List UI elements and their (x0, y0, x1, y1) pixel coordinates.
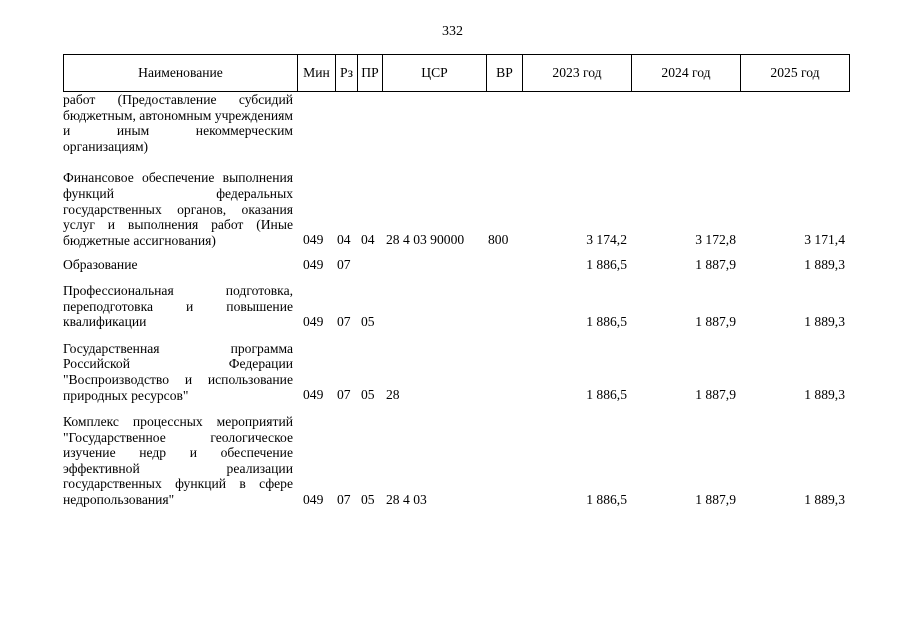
row-2024: 1 887,9 (695, 313, 736, 329)
row-vr: 800 (488, 232, 509, 248)
table-header (63, 54, 850, 92)
table-body (63, 92, 847, 508)
row-rz: 07 (337, 387, 351, 403)
table-row (63, 92, 847, 154)
row-2024: 3 172,8 (695, 232, 736, 248)
row-2024: 1 887,9 (695, 387, 736, 403)
table-row (63, 414, 847, 508)
header-csr: ЦСР (383, 55, 487, 92)
row-2023: 1 886,5 (586, 387, 627, 403)
row-2023: 1 886,5 (586, 256, 627, 272)
row-2023: 3 174,2 (586, 232, 627, 248)
row-2023: 1 886,5 (586, 313, 627, 329)
row-pr: 05 (361, 387, 375, 403)
header-rz: Рз (336, 55, 358, 92)
header-name: Наименование (64, 55, 298, 92)
row-name: Профессиональная подготовка, переподготовка и повышение квалификации (63, 282, 293, 330)
row-2025: 3 171,4 (804, 232, 845, 248)
row-name: Государственная программа Российской Федерации "Воспроизводство и использование природных ресурсов" (63, 340, 293, 403)
row-2023: 1 886,5 (586, 491, 627, 507)
header-vr: ВР (487, 55, 523, 92)
header-min: Мин (298, 55, 336, 92)
header-2023: 2023 год (523, 55, 632, 92)
row-2024: 1 887,9 (695, 256, 736, 272)
row-csr: 28 (386, 387, 400, 403)
header-2024: 2024 год (632, 55, 741, 92)
row-rz: 07 (337, 491, 351, 507)
row-name: Финансовое обеспечение выполнения функций федеральных государственных органов, оказания услуг и выполнения работ (Иные бюджетные ассигнования) (63, 170, 293, 248)
row-pr: 05 (361, 491, 375, 507)
row-name: работ (Предоставление субсидий бюджетным, автономным учреждениям и иным некоммерческим организациям) (63, 92, 293, 154)
row-rz: 07 (337, 313, 351, 329)
page-number: 332 (442, 24, 463, 39)
row-csr: 28 4 03 90000 (386, 232, 465, 248)
row-rz: 04 (337, 232, 351, 248)
header-2025: 2025 год (741, 55, 850, 92)
row-pr: 04 (361, 232, 375, 248)
row-rz: 07 (337, 256, 351, 272)
row-2024: 1 887,9 (695, 491, 736, 507)
row-name: Комплекс процессных мероприятий "Государственное геологическое изучение недр и обеспечение эффективной реализации государственных функций в сфере недропользования" (63, 414, 293, 508)
row-2025: 1 889,3 (804, 491, 845, 507)
table-row (63, 283, 847, 330)
row-name: Образование (63, 257, 138, 273)
row-min: 049 (303, 256, 324, 272)
table-row (63, 341, 847, 403)
row-pr: 05 (361, 313, 375, 329)
header-pr: ПР (358, 55, 383, 92)
row-min: 049 (303, 387, 324, 403)
row-2025: 1 889,3 (804, 256, 845, 272)
row-min: 049 (303, 313, 324, 329)
row-min: 049 (303, 491, 324, 507)
table-row (63, 170, 847, 248)
row-2025: 1 889,3 (804, 313, 845, 329)
row-csr: 28 4 03 (386, 491, 427, 507)
row-min: 049 (303, 232, 324, 248)
table-row (63, 257, 847, 273)
row-2025: 1 889,3 (804, 387, 845, 403)
